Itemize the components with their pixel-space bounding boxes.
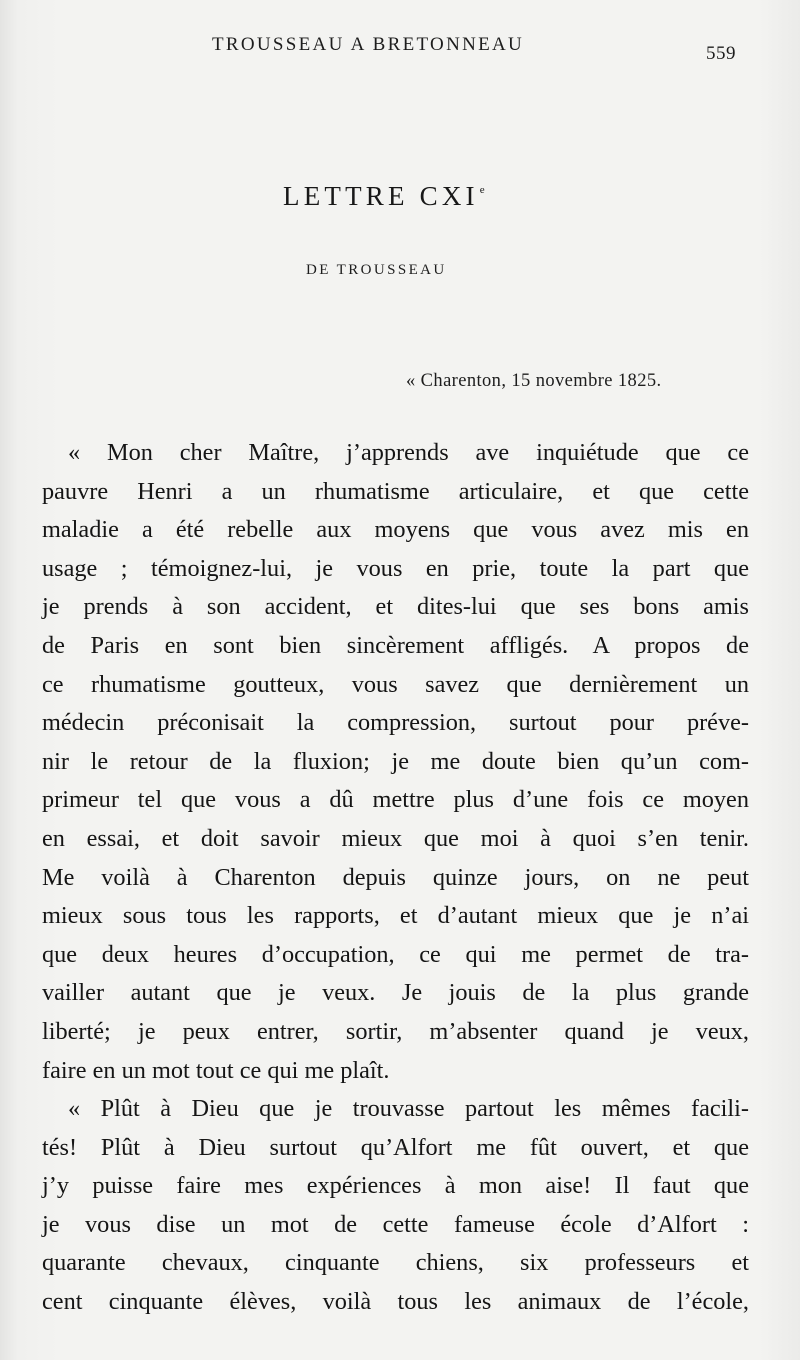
body-line: Me voilà à Charenton depuis quinze jours, on ne peut	[42, 863, 749, 891]
body-line: nir le retour de la fluxion; je me doute bien qu’un com-	[42, 747, 749, 775]
body-line: que deux heures d’occupation, ce qui me permet de tra-	[42, 940, 749, 968]
body-line: tés! Plût à Dieu surtout qu’Alfort me fût ouvert, et que	[42, 1133, 749, 1161]
body-line: primeur tel que vous a dû mettre plus d’une fois ce moyen	[42, 786, 749, 814]
body-line: « Mon cher Maître, j’apprends ave inquiétude que ce	[68, 439, 749, 466]
body-line: liberté; je peux entrer, sortir, m’absenter quand je veux,	[42, 1017, 749, 1045]
body-line: de Paris en sont bien sincèrement affligés. A propos de	[42, 631, 749, 659]
letter-body	[42, 434, 749, 1322]
body-line: cent cinquante élèves, voilà tous les animaux de l’école,	[42, 1288, 749, 1316]
body-line: quarante chevaux, cinquante chiens, six professeurs et	[42, 1249, 749, 1277]
body-line: en essai, et doit savoir mieux que moi à quoi s’en tenir.	[42, 824, 749, 852]
body-line: ce rhumatisme goutteux, vous savez que dernièrement un	[42, 670, 749, 698]
body-line: maladie a été rebelle aux moyens que vous avez mis en	[42, 516, 749, 544]
body-line: médecin préconisait la compression, surtout pour préve-	[42, 709, 749, 737]
body-line: mieux sous tous les rapports, et d’autant mieux que je n’ai	[42, 902, 749, 930]
running-head: TROUSSEAU A BRETONNEAU	[212, 34, 525, 55]
letter-title-superscript: e	[479, 184, 485, 196]
body-line: pauvre Henri a un rhumatisme articulaire, et que cette	[42, 477, 749, 505]
body-line: « Plût à Dieu que je trouvasse partout les mêmes facili-	[68, 1095, 749, 1123]
dateline: « Charenton, 15 novembre 1825.	[406, 371, 662, 391]
page-number: 559	[706, 43, 736, 64]
body-line: j’y puisse faire mes expériences à mon aise! Il faut que	[42, 1172, 749, 1200]
body-line: je prends à son accident, et dites-lui que ses bons amis	[42, 593, 749, 621]
body-line: je vous dise un mot de cette fameuse école d’Alfort :	[42, 1210, 749, 1238]
letter-title-text: LETTRE CXI	[283, 181, 479, 211]
body-line: vailler autant que je veux. Je jouis de la plus grande	[42, 979, 749, 1007]
letter-author: DE TROUSSEAU	[306, 262, 447, 278]
body-line: usage ; témoignez-lui, je vous en prie, toute la part que	[42, 554, 749, 582]
body-line: faire en un mot tout ce qui me plaît.	[42, 1056, 390, 1084]
letter-title	[283, 181, 485, 212]
